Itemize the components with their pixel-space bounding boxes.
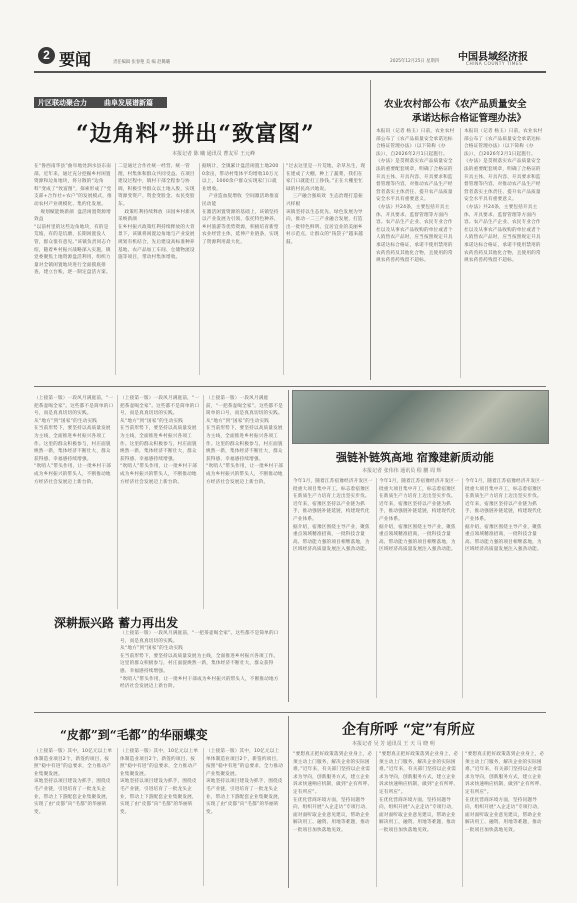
divider bbox=[462, 751, 463, 887]
news-photo bbox=[292, 390, 549, 444]
mid-right-col-2: 今年1月，随着江苏宿豫经济开发区一批重大项目集中开工，标志着宿豫区在新质生产力培育上迈出坚实步伐。近年来，宿豫区坚持以产业链为抓手，推动强链补链延链，构建现代化产业体系。 据介绍，宿豫区围绕主导产业，聚焦重点领域精准招商，一批科技含量高、带动能力强的项目相继落地，为区域经济高质量发展注入强劲动能。 bbox=[379, 479, 459, 553]
mid-left-col-4: （上接第一版）一段风月满庭前，“一把茶壶喝全家”。这些都不是简单的口号，而是真真切切的实践。 从“地方”到“国家”的生动实践 在当前形势下，要坚持以高质量发展为主线，全面推进乡村振兴各项工作。这里的群众积极参与，村庄面貌焕然一新，集体经济不断壮大，群众获得感、幸福感持续增强。 “吹哨人”带头作用，让一批乡村干部成为乡村振兴的带头人，不断推动地方经济社会发展迈上新台阶。 bbox=[120, 631, 279, 690]
bottom-right-col-2: “要想真正把好政策落到企业身上，必须主动上门服务，解决企业的实际困难。”近年来，有关部门坚持以企业需求为导向，创新服务方式，建立企业诉求快速响应机制，做到“企有所呼、定有所应”。 在优化营商环境方面，坚持问题导向，组织开展“入企走访”专项行动，面对面听取企业意见建议，帮助企业解决用工、融资、用地等难题，推动一批项目加快落地见效。 bbox=[379, 752, 459, 833]
top-editors: 责任编辑 张春艳 美 编 赵璐璐 bbox=[113, 60, 171, 65]
divider bbox=[203, 748, 204, 886]
lead-col-3: 据统计，全镇累计盘活闲置土地2000余亩，带动村集体平均增收10万元以上，1000余户群众实现家门口就业增收。 产业造血促增收 空间激活助推富民动能 在激活闲置资源的基础上，该镇坚持以产业发展为引领，依托特色种养、乡村旅游等优势资源，积极培育新型农业经营主体，延伸产业链条，实现了资源利用最大化。 bbox=[202, 164, 279, 245]
mid-right-col-3: 今年1月，随着江苏宿豫经济开发区一批重大项目集中开工，标志着宿豫区在新质生产力培育上迈出坚实步伐。近年来，宿豫区坚持以产业链为抓手，推动强链补链延链，构建现代化产业体系。 据介绍，宿豫区围绕主导产业，聚焦重点领域精准招商，一批科技含量高、带动能力强的项目相继落地，为区域经济高质量发展注入强劲动能。 bbox=[465, 479, 545, 553]
section-divider bbox=[288, 390, 289, 702]
section-divider bbox=[370, 80, 371, 380]
right-story-col-2: 本报讯（记者 杨玉）日前，农业农村部公布了《农产品质量安全承诺达标合格证管理办法》（以下简称《办法》），自2026年2月1日起施行。 《办法》是贯彻落实农产品质量安全法的重要配套规章，明确了合格证的开具主体、开具内容、开具要求和监督管理等内容，对推动农产品生产经营者落实主体责任、提升农产品质量安全水平具有重要意义。 《办法》共24条，主要包括开具主体、开具要求、监督管理等方面内容。农产品生产企业、农民专业合作社以及从事农产品收购的单位或者个人销售农产品时，应当按照规定开具承诺达标合格证，承诺不使用禁用的农药兽药及其他化合物，且使用的常规农药兽药残留不超标。 bbox=[464, 129, 543, 264]
page-number-badge: 2 bbox=[38, 47, 55, 64]
bottom-left-col-3: （上接第一版）其中，10亿元以上单体制造业项目2个，新签约项目，按照“稳中有进”的总要求，全力推动产业集聚发展。 该地坚持以项目建设为抓手，围绕皮毛产业链，引进培育了一批龙头企业，带动上下游配套企业集聚发展，实现了由“皮都”向“毛都”的华丽转变。 bbox=[206, 749, 284, 815]
mid-right-col-1: 今年1月，随着江苏宿豫经济开发区一批重大项目集中开工，标志着宿豫区在新质生产力培育上迈出坚实步伐。近年来，宿豫区坚持以产业链为抓手，推动强链补链延链，构建现代化产业体系。 据介绍，宿豫区围绕主导产业，聚焦重点领域精准招商，一批科技含量高、带动能力强的项目相继落地，为区域经济高质量发展注入强劲动能。 bbox=[293, 479, 373, 553]
divider bbox=[460, 128, 461, 378]
date-line: 2025年12月25日 星期四 bbox=[390, 59, 440, 64]
bottom-left-headline: “皮都”到“毛都”的华丽蝶变 bbox=[60, 728, 208, 742]
mid-left-col-1: （上接第一版）一段风月满庭前，“一把茶壶喝全家”。这些都不是简单的口号，而是真真切切的实践。 从“地方”到“国家”的生动实践 在当前形势下，要坚持以高质量发展为主线，全面推进乡村振兴各项工作。这里的群众积极参与，村庄面貌焕然一新，集体经济不断壮大，群众获得感、幸福感持续增强。 “吹哨人”带头作用，让一批乡村干部成为乡村振兴的带头人，不断推动地方经济社会发展迈上新台阶。 bbox=[34, 396, 114, 485]
mid-left-col-2: （上接第一版）一段风月满庭前，“一把茶壶喝全家”。这些都不是简单的口号，而是真真切切的实践。 从“地方”到“国家”的生动实践 在当前形势下，要坚持以高质量发展为主线，全面推进乡村振兴各项工作。这里的群众积极参与，村庄面貌焕然一新，集体经济不断壮大，群众获得感、幸福感持续增强。 “吹哨人”带头作用，让一批乡村干部成为乡村振兴的带头人，不断推动地方经济社会发展迈上新台阶。 bbox=[120, 396, 200, 485]
section-rule bbox=[34, 712, 546, 713]
divider bbox=[117, 395, 118, 609]
banner-left-label: 片区联动聚合力 bbox=[38, 99, 87, 107]
right-headline-2: 承诺达标合格证管理办法》 bbox=[412, 113, 527, 124]
divider bbox=[376, 478, 377, 698]
banner-right-label: 曲阜发展谱新篇 bbox=[104, 99, 153, 107]
paper-name-en: CHINA COUNTY TIMES bbox=[466, 62, 523, 67]
right-story-col-1: 本报讯（记者 杨玉）日前，农业农村部公布了《农产品质量安全承诺达标合格证管理办法》（以下简称《办法》），自2026年2月1日起施行。 《办法》是贯彻落实农产品质量安全法的重要配套规章，明确了合格证的开具主体、开具内容、开具要求和监督管理等内容，对推动农产品生产经营者落实主体责任、提升农产品质量安全水平具有重要意义。 《办法》共24条，主要包括开具主体、开具要求、监督管理等方面内容。农产品生产企业、农民专业合作社以及从事农产品收购的单位或者个人销售农产品时，应当按照规定开具承诺达标合格证，承诺不使用禁用的农药兽药及其他化合物，且使用的常规农药兽药残留不超标。 bbox=[376, 129, 455, 264]
divider bbox=[115, 163, 116, 375]
bottom-right-col-1: “要想真正把好政策落到企业身上，必须主动上门服务，解决企业的实际困难。”近年来，有关部门坚持以企业需求为导向，创新服务方式，建立企业诉求快速响应机制，做到“企有所呼、定有所应”。 在优化营商环境方面，坚持问题导向，组织开展“入企走访”专项行动，面对面听取企业意见建议，帮助企业解决用工、融资、用地等难题，推动一批项目加快落地见效。 bbox=[293, 752, 373, 833]
mid-right-byline: 本报记者 张伟伟 通讯员 程 鹏 周 辉 bbox=[362, 468, 442, 474]
section-divider bbox=[288, 716, 289, 888]
mid-left-col-3: （上接第一版）一段风月满庭前，“一把茶壶喝全家”。这些都不是简单的口号，而是真真切切的实践。 从“地方”到“国家”的生动实践 在当前形势下，要坚持以高质量发展为主线，全面推进乡村振兴各项工作。这里的群众积极参与，村庄面貌焕然一新，集体经济不断壮大，群众获得感、幸福感持续增强。 “吹哨人”带头作用，让一批乡村干部成为乡村振兴的带头人，不断推动地方经济社会发展迈上新台阶。 bbox=[206, 396, 284, 485]
section-title: 要闻 bbox=[59, 50, 92, 69]
bottom-left-col-2: （上接第一版）其中，10亿元以上单体制造业项目2个，新签约项目，按照“稳中有进”的总要求，全力推动产业集聚发展。 该地坚持以项目建设为抓手，围绕皮毛产业链，引进培育了一批龙头企业，带动上下游配套企业集聚发展，实现了由“皮都”向“毛都”的华丽转变。 bbox=[120, 749, 199, 815]
lead-col-2: 二是通过合作社统一经营、统一管理，村集体和群众共同受益。在项目建设过程中，镇村干部全程参与协调，积极引导群众以土地入股，实现资源变资产、资金变股金、农民变股东。 政策红利持续释放 田园乡村新风采焕新颜 在乡村振兴政策红利持续释放的大背景下，该镇将闲置边角地与产业发展规划有机结合，先后建设高标准种养基地、农产品加工车间、仓储物流设施等项目，带动村集体增收。 bbox=[118, 164, 195, 261]
lead-byline: 本报记者 陈 曦 通讯员 曹友军 王元峰 bbox=[172, 151, 255, 157]
lead-col-1: 在“鲁西南华县”曲阜地处泗水县东南部，近年来，通过充分挖掘乡村闲置资源和边角地块，将分散的“边角料”变成了“致富图”，探索形成了“党支部+合作社+农户”的发展模式，推动农村产业规模化、集约化发展。 规划赋能焕新颜 盘活闲置资源增效益 “以前村里的这些边角地块，有的是荒坡，有的是坑塘，长期闲置没人管，群众很有意见。”该镇负责同志介绍，随着乡村振兴战略深入实施，镇党委聚焦土地资源盘活利用，组织力量对全镇闲置地块进行全面摸底排查，建立台账，逐一制定盘活方案。 bbox=[34, 164, 112, 276]
lead-col-4: “过去这里是一片荒地，杂草丛生，现在建成了大棚，种上了蔬菜，我们在家门口就能打工挣钱。”正在大棚里忙碌的村民高兴地说。 三产融合强质效 生态治理打造振兴样板 该镇坚持以生态优先、绿色发展为导向，推动一二三产业融合发展，打造出一批特色鲜明、宜居宜业的美丽乡村示范点，让群众的“钱袋子”越来越鼓。 bbox=[286, 164, 366, 245]
divider bbox=[462, 478, 463, 698]
masthead-rule bbox=[34, 71, 546, 73]
divider bbox=[199, 163, 200, 375]
bottom-left-col-1: （上接第一版）其中，10亿元以上单体制造业项目2个，新签约项目，按照“稳中有进”的总要求，全力推动产业集聚发展。 该地坚持以项目建设为抓手，围绕皮毛产业链，引进培育了一批龙头企业，带动上下游配套企业集聚发展，实现了由“皮都”向“毛都”的华丽转变。 bbox=[34, 749, 113, 815]
mid-right-headline: 强链补链筑高地 宿豫建新质动能 bbox=[336, 451, 494, 464]
bottom-right-byline: 本报记者 吴 芳 通讯员 王 天 马 晓 明 bbox=[352, 741, 435, 747]
divider bbox=[376, 751, 377, 887]
paper-name: 中国县域经济报 bbox=[458, 52, 528, 63]
mid-left-headline: 深耕振兴路 蓄力再出发 bbox=[54, 616, 179, 630]
divider bbox=[203, 395, 204, 609]
lead-headline: “边角料”拼出“致富图” bbox=[76, 121, 315, 147]
divider bbox=[117, 748, 118, 886]
section-rule bbox=[34, 386, 546, 387]
right-headline-1: 农业农村部公布《农产品质量安全 bbox=[384, 99, 527, 110]
banner bbox=[34, 97, 167, 108]
bottom-right-headline: 企有所呼 “定”有所应 bbox=[342, 722, 475, 738]
bottom-right-col-3: “要想真正把好政策落到企业身上，必须主动上门服务，解决企业的实际困难。”近年来，有关部门坚持以企业需求为导向，创新服务方式，建立企业诉求快速响应机制，做到“企有所呼、定有所应”。 在优化营商环境方面，坚持问题导向，组织开展“入企走访”专项行动，面对面听取企业意见建议，帮助企业解决用工、融资、用地等难题，推动一批项目加快落地见效。 bbox=[465, 752, 545, 833]
divider bbox=[283, 163, 284, 375]
